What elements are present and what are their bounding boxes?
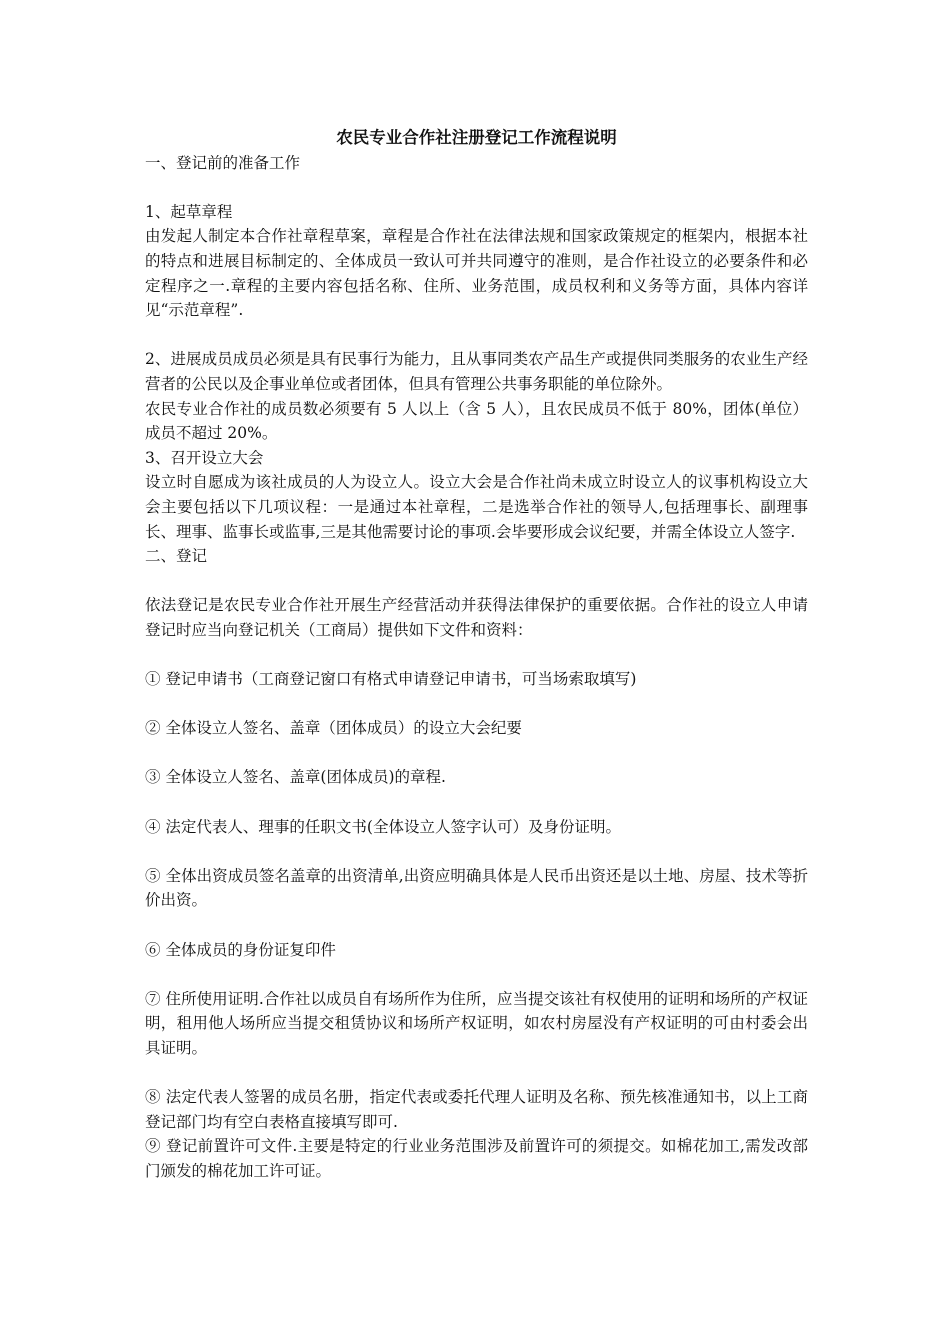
item2-paragraph-b: 农民专业合作社的成员数必须要有 5 人以上（含 5 人），且农民成员不低于 80%，团体(单位）成员不超过 20%。 [145, 399, 808, 443]
requirement-4: ④ 法定代表人、理事的任职文书(全体设立人签字认可）及身份证明。 [145, 817, 621, 836]
document-title: 农民专业合作社注册登记工作流程说明 [336, 128, 617, 147]
spacer [145, 323, 808, 348]
spacer [145, 1061, 808, 1086]
spacer [145, 962, 808, 987]
section1-heading: 一、登记前的准备工作 [145, 153, 301, 172]
item3-heading: 3、召开设立大会 [145, 448, 264, 467]
item3-paragraph: 设立时自愿成为该社成员的人为设立人。设立大会是合作社尚未成立时设立人的议事机构设立大会主要包括以下几项议程：一是通过本社章程，二是选举合作社的领导人,包括理事长、副理事长、理事、监事长或监事,三是其他需要讨论的事项.会毕要形成会议纪要，并需全体设立人签字. [145, 473, 808, 541]
spacer [145, 913, 808, 938]
requirement-6: ⑥ 全体成员的身份证复印件 [145, 940, 336, 959]
spacer [145, 790, 808, 815]
document-body [145, 126, 808, 1184]
item2-paragraph: 2、进展成员成员必须是具有民事行为能力，且从事同类农产品生产或提供同类服务的农业生产经营者的公民以及企事业单位或者团体，但具有管理公共事务职能的单位除外。 [145, 350, 808, 393]
spacer [145, 569, 808, 594]
spacer [145, 692, 808, 717]
spacer [145, 741, 808, 766]
section2-intro: 依法登记是农民专业合作社开展生产经营活动并获得法律保护的重要依据。合作社的设立人申请登记时应当向登记机关（工商局）提供如下文件和资料： [145, 596, 808, 639]
requirement-3: ③ 全体设立人签名、盖章(团体成员)的章程. [145, 768, 446, 787]
spacer [145, 839, 808, 864]
requirement-7: ⑦ 住所使用证明.合作社以成员自有场所作为住所，应当提交该社有权使用的证明和场所的产权证明，租用他人场所应当提交租赁协议和场所产权证明，如农村房屋没有产权证明的可由村委会出具证明。 [145, 989, 808, 1057]
item1-heading: 1、起草章程 [145, 202, 233, 221]
spacer [145, 642, 808, 667]
section2-heading: 二、登记 [145, 547, 208, 566]
requirement-1: ① 登记申请书（工商登记窗口有格式申请登记申请书，可当场索取填写) [145, 670, 637, 689]
requirement-5: ⑤ 全体出资成员签名盖章的出资清单,出资应明确具体是人民币出资还是以土地、房屋、技术等折价出资。 [145, 866, 808, 910]
requirement-8: ⑧ 法定代表人签署的成员名册，指定代表或委托代理人证明及名称、预先核准通知书，以上工商登记部门均有空白表格直接填写即可. [145, 1088, 808, 1131]
requirement-9: ⑨ 登记前置许可文件.主要是特定的行业业务范围涉及前置许可的须提交。如棉花加工,需发改部门颁发的棉花加工许可证。 [145, 1137, 808, 1180]
spacer [145, 175, 808, 200]
item1-paragraph: 由发起人制定本合作社章程草案，章程是合作社在法律法规和国家政策规定的框架内，根据本社的特点和进展目标制定的、全体成员一致认可并共同遵守的准则，是合作社设立的必要条件和必定程序之一.章程的主要内容包括名称、住所、业务范围，成员权利和义务等方面，具体内容详见“示范章程”. [145, 227, 808, 320]
requirement-2: ② 全体设立人签名、盖章（团体成员）的设立大会纪要 [145, 719, 522, 738]
